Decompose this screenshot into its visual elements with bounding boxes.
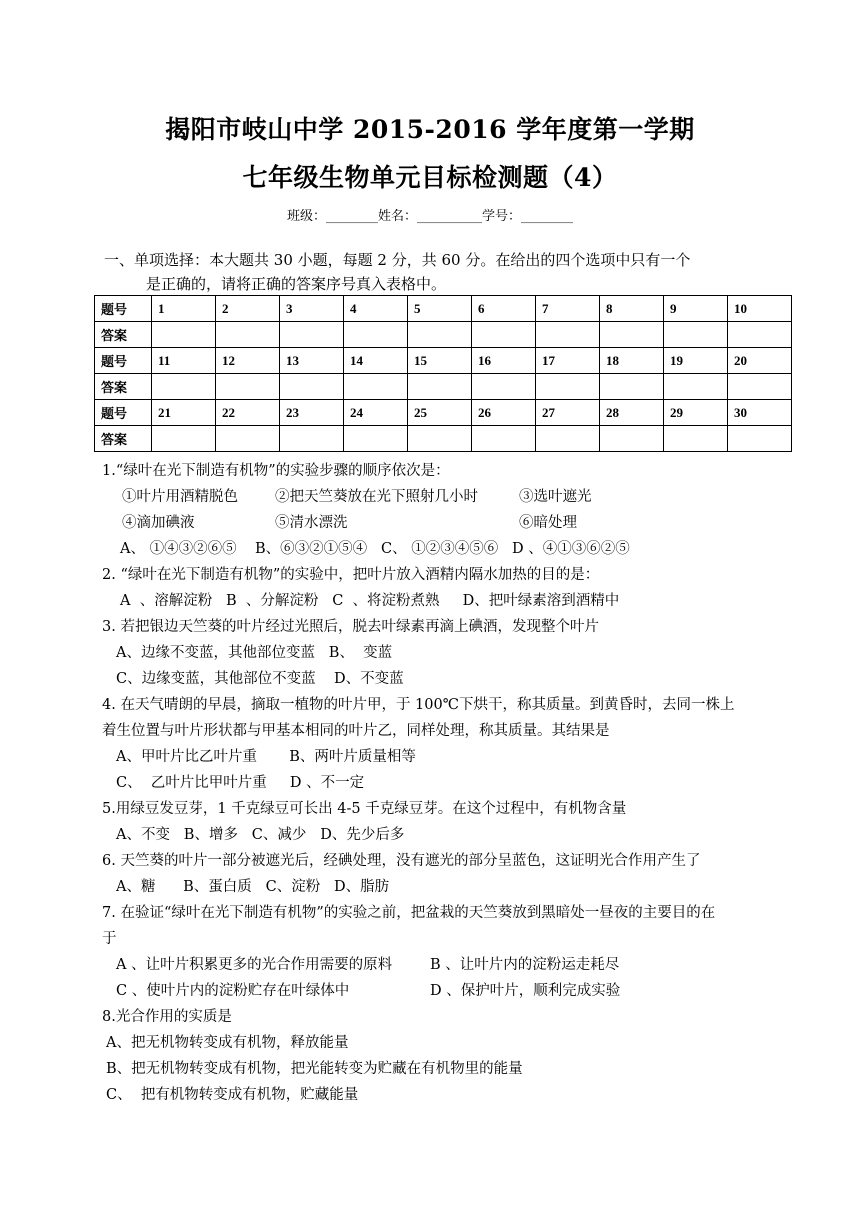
- question-4-stem-1: 4. 在天气晴朗的早晨，摘取一植物的叶片甲，于 100℃下烘干，称其质量。到黄昏时，去同一株上: [102, 697, 735, 713]
- question-number-cell: 3: [280, 296, 344, 322]
- question-number-cell: 16: [472, 348, 536, 374]
- answer-cell[interactable]: [536, 374, 600, 400]
- q7-option-c: C 、使叶片内的淀粉贮存在叶绿体中: [116, 983, 350, 999]
- question-number-cell: 23: [280, 400, 344, 426]
- document-subtitle: 七年级生物单元目标检测题（4）: [242, 163, 618, 192]
- question-number-cell: 6: [472, 296, 536, 322]
- answer-cell[interactable]: [152, 322, 216, 348]
- answer-cell[interactable]: [664, 426, 728, 452]
- question-7-stem-2: 于: [102, 931, 117, 947]
- section-instructions: [104, 248, 764, 296]
- question-number-cell: 10: [728, 296, 792, 322]
- answer-cell[interactable]: [216, 322, 280, 348]
- answer-cell[interactable]: [536, 322, 600, 348]
- answer-cell[interactable]: [600, 374, 664, 400]
- question-number-cell: 19: [664, 348, 728, 374]
- q6-options: A、糖 B、蛋白质 C、淀粉 D、脂肪: [116, 879, 390, 895]
- question-number-row: [95, 348, 792, 374]
- question-number-row: [95, 296, 792, 322]
- question-number-cell: 29: [664, 400, 728, 426]
- answer-cell[interactable]: [152, 426, 216, 452]
- question-number-cell: 20: [728, 348, 792, 374]
- question-number-cell: 18: [600, 348, 664, 374]
- answer-cell[interactable]: [344, 374, 408, 400]
- q4-options-1: A、甲叶片比乙叶片重 B、两叶片质量相等: [116, 749, 416, 765]
- answer-cell[interactable]: [664, 322, 728, 348]
- answer-cell[interactable]: [472, 426, 536, 452]
- document-title: 揭阳市岐山中学 2015-2016 学年度第一学期: [165, 115, 695, 144]
- question-number-row: [95, 400, 792, 426]
- question-number-cell: 12: [216, 348, 280, 374]
- answer-cell[interactable]: [408, 322, 472, 348]
- question-number-cell: 21: [152, 400, 216, 426]
- q4-options-2: C、 乙叶片比甲叶片重 D 、不一定: [116, 775, 365, 791]
- question-number-cell: 24: [344, 400, 408, 426]
- answer-label-cell: 答案: [95, 426, 152, 452]
- q8-option-b: B、把无机物转变成有机物，把光能转变为贮藏在有机物里的能量: [106, 1061, 523, 1077]
- answer-cell[interactable]: [600, 322, 664, 348]
- question-6-stem: 6. 天竺葵的叶片一部分被遮光后，经碘处理，没有遮光的部分呈蓝色，这证明光合作用产生了: [102, 853, 701, 869]
- student-info-line: 班级：________姓名：__________学号：________: [286, 209, 573, 224]
- row-label-cell: 题号: [95, 296, 152, 322]
- q7-option-a: A 、让叶片积累更多的光合作用需要的原料: [116, 957, 393, 973]
- question-number-cell: 1: [152, 296, 216, 322]
- answer-cell[interactable]: [344, 322, 408, 348]
- answer-cell[interactable]: [344, 426, 408, 452]
- question-number-cell: 22: [216, 400, 280, 426]
- question-1-stem: 1.“绿叶在光下制造有机物”的实验步骤的顺序依次是：: [102, 463, 450, 479]
- answer-cell[interactable]: [536, 426, 600, 452]
- question-number-cell: 9: [664, 296, 728, 322]
- answer-cell[interactable]: [408, 374, 472, 400]
- answer-row: [95, 322, 792, 348]
- answer-label-cell: 答案: [95, 322, 152, 348]
- q5-options: A、不变 B、增多 C、减少 D、先少后多: [116, 827, 405, 843]
- q7-option-b: B 、让叶片内的淀粉运走耗尽: [430, 957, 620, 973]
- question-number-cell: 8: [600, 296, 664, 322]
- q8-option-a: A、把无机物转变成有机物，释放能量: [106, 1035, 349, 1051]
- question-2-stem: 2. “绿叶在光下制造有机物”的实验中，把叶片放入酒精内隔水加热的目的是：: [102, 567, 600, 583]
- question-number-cell: 2: [216, 296, 280, 322]
- q8-option-c: C、 把有机物转变成有机物，贮藏能量: [106, 1087, 359, 1103]
- q7-option-d: D 、保护叶片，顺利完成实验: [430, 983, 621, 999]
- section-line-1: 一、单项选择：本大题共 30 小题，每题 2 分，共 60 分。在给出的四个选项中只有一个: [104, 251, 691, 269]
- question-number-cell: 14: [344, 348, 408, 374]
- answer-table: [94, 295, 792, 452]
- question-number-cell: 27: [536, 400, 600, 426]
- answer-cell[interactable]: [280, 322, 344, 348]
- answer-row: [95, 426, 792, 452]
- q1-step-1: ①叶片用酒精脱色: [122, 489, 238, 505]
- answer-cell[interactable]: [664, 374, 728, 400]
- answer-cell[interactable]: [408, 426, 472, 452]
- row-label-cell: 题号: [95, 348, 152, 374]
- q1-step-2: ②把天竺葵放在光下照射几小时: [275, 489, 478, 505]
- answer-cell[interactable]: [728, 322, 792, 348]
- q1-step-4: ④滴加碘液: [122, 515, 195, 531]
- question-number-cell: 28: [600, 400, 664, 426]
- question-number-cell: 11: [152, 348, 216, 374]
- answer-cell[interactable]: [280, 374, 344, 400]
- q1-step-3: ③选叶遮光: [519, 489, 592, 505]
- question-number-cell: 15: [408, 348, 472, 374]
- question-number-cell: 26: [472, 400, 536, 426]
- question-number-cell: 17: [536, 348, 600, 374]
- question-4-stem-2: 着生位置与叶片形状都与甲基本相同的叶片乙，同样处理，称其质量。其结果是: [102, 723, 610, 739]
- question-number-cell: 13: [280, 348, 344, 374]
- question-number-cell: 25: [408, 400, 472, 426]
- q1-options: A、 ①④③②⑥⑤ B、⑥③②①⑤④ C、 ①②③④⑤⑥ D 、④①③⑥②⑤: [120, 541, 630, 557]
- question-8-stem: 8.光合作用的实质是: [102, 1009, 232, 1025]
- answer-cell[interactable]: [280, 426, 344, 452]
- question-3-stem: 3. 若把银边天竺葵的叶片经过光照后，脱去叶绿素再滴上碘酒，发现整个叶片: [102, 619, 599, 635]
- answer-cell[interactable]: [472, 322, 536, 348]
- q2-options: A 、溶解淀粉 B 、分解淀粉 C 、将淀粉煮熟 D、把叶绿素溶到酒精中: [120, 593, 620, 609]
- row-label-cell: 题号: [95, 400, 152, 426]
- answer-cell[interactable]: [728, 426, 792, 452]
- q1-step-5: ⑤清水漂洗: [275, 515, 348, 531]
- question-number-cell: 4: [344, 296, 408, 322]
- question-number-cell: 5: [408, 296, 472, 322]
- question-number-cell: 30: [728, 400, 792, 426]
- answer-cell[interactable]: [728, 374, 792, 400]
- q1-step-6: ⑥暗处理: [519, 515, 577, 531]
- question-number-cell: 7: [536, 296, 600, 322]
- answer-cell[interactable]: [216, 426, 280, 452]
- q3-options-2: C、边缘变蓝，其他部位不变蓝 D、不变蓝: [116, 671, 404, 687]
- section-line-2: 是正确的，请将正确的答案序号真入表格中。: [146, 275, 447, 293]
- answer-row: [95, 374, 792, 400]
- question-5-stem: 5.用绿豆发豆芽，1 千克绿豆可长出 4-5 千克绿豆芽。在这个过程中，有机物含量: [102, 801, 627, 817]
- answer-cell[interactable]: [472, 374, 536, 400]
- answer-cell[interactable]: [600, 426, 664, 452]
- answer-cell[interactable]: [216, 374, 280, 400]
- answer-label-cell: 答案: [95, 374, 152, 400]
- q3-options-1: A、边缘不变蓝，其他部位变蓝 B、 变蓝: [116, 645, 393, 661]
- answer-cell[interactable]: [152, 374, 216, 400]
- question-7-stem-1: 7. 在验证“绿叶在光下制造有机物”的实验之前，把盆栽的天竺葵放到黑暗处一昼夜的主要目的在: [102, 905, 716, 921]
